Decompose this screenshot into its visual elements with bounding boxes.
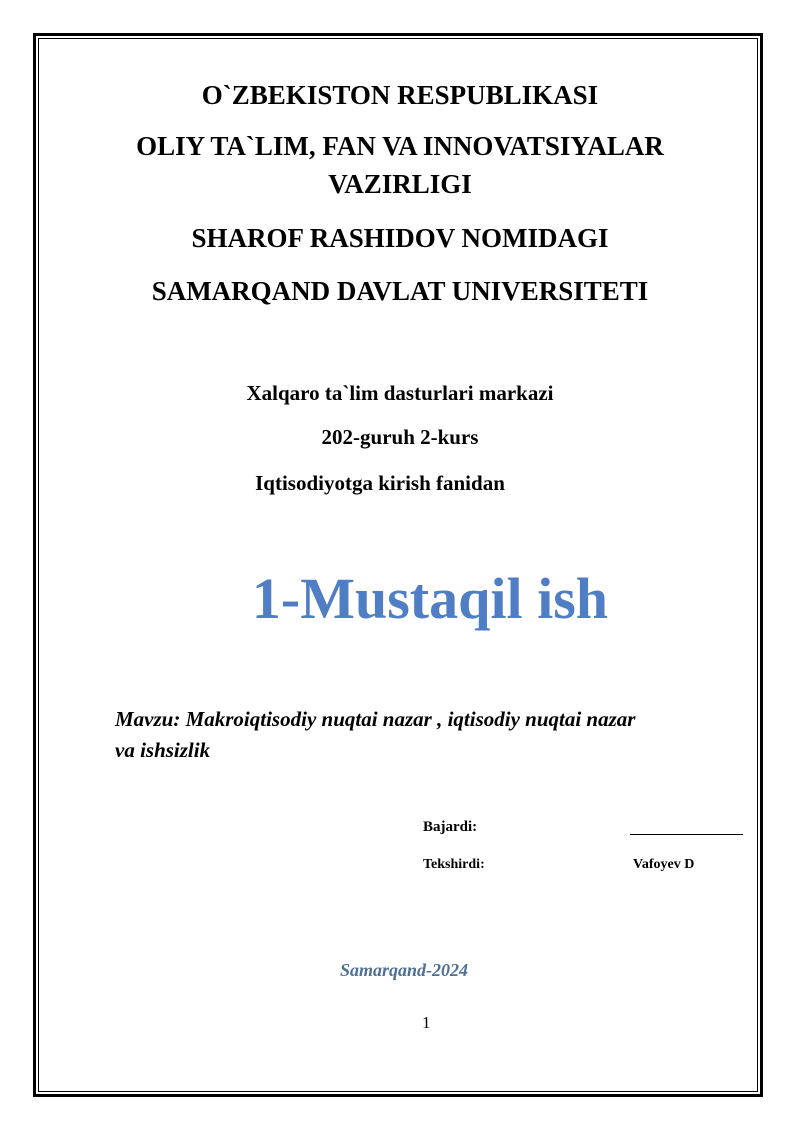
checked-by-label: Tekshirdi: bbox=[423, 857, 485, 872]
university-name: SAMARQAND DAVLAT UNIVERSITETI bbox=[151, 276, 649, 306]
done-by-label: Bajardi: bbox=[423, 819, 478, 835]
city-year: Samarqand-2024 bbox=[340, 960, 469, 980]
topic-line-1: Mavzu: Makroiqtisodiy nuqtai nazar , iqtisodiy nuqtai nazar bbox=[115, 707, 636, 731]
checked-by-name: Vafoyev D bbox=[633, 857, 695, 872]
topic-line-2: va ishsizlik bbox=[115, 738, 211, 762]
page-number: 1 bbox=[422, 1013, 431, 1032]
ministry-name-cont: VAZIRLIGI bbox=[328, 169, 472, 199]
center-name: Xalqaro ta`lim dasturlari markazi bbox=[246, 381, 554, 405]
group-course: 202-guruh 2-kurs bbox=[321, 425, 479, 449]
ministry-country: O`ZBEKISTON RESPUBLIKASI bbox=[201, 80, 599, 110]
university-name-prefix: SHAROF RASHIDOV NOMIDAGI bbox=[191, 223, 609, 253]
ministry-name: OLIY TA`LIM, FAN VA INNOVATSIYALAR bbox=[136, 131, 664, 161]
subject-name: Iqtisodiyotga kirish fanidan bbox=[255, 471, 505, 495]
document-title: 1-Mustaqil ish bbox=[251, 566, 609, 631]
topic bbox=[115, 704, 755, 766]
signature-line bbox=[630, 834, 743, 835]
